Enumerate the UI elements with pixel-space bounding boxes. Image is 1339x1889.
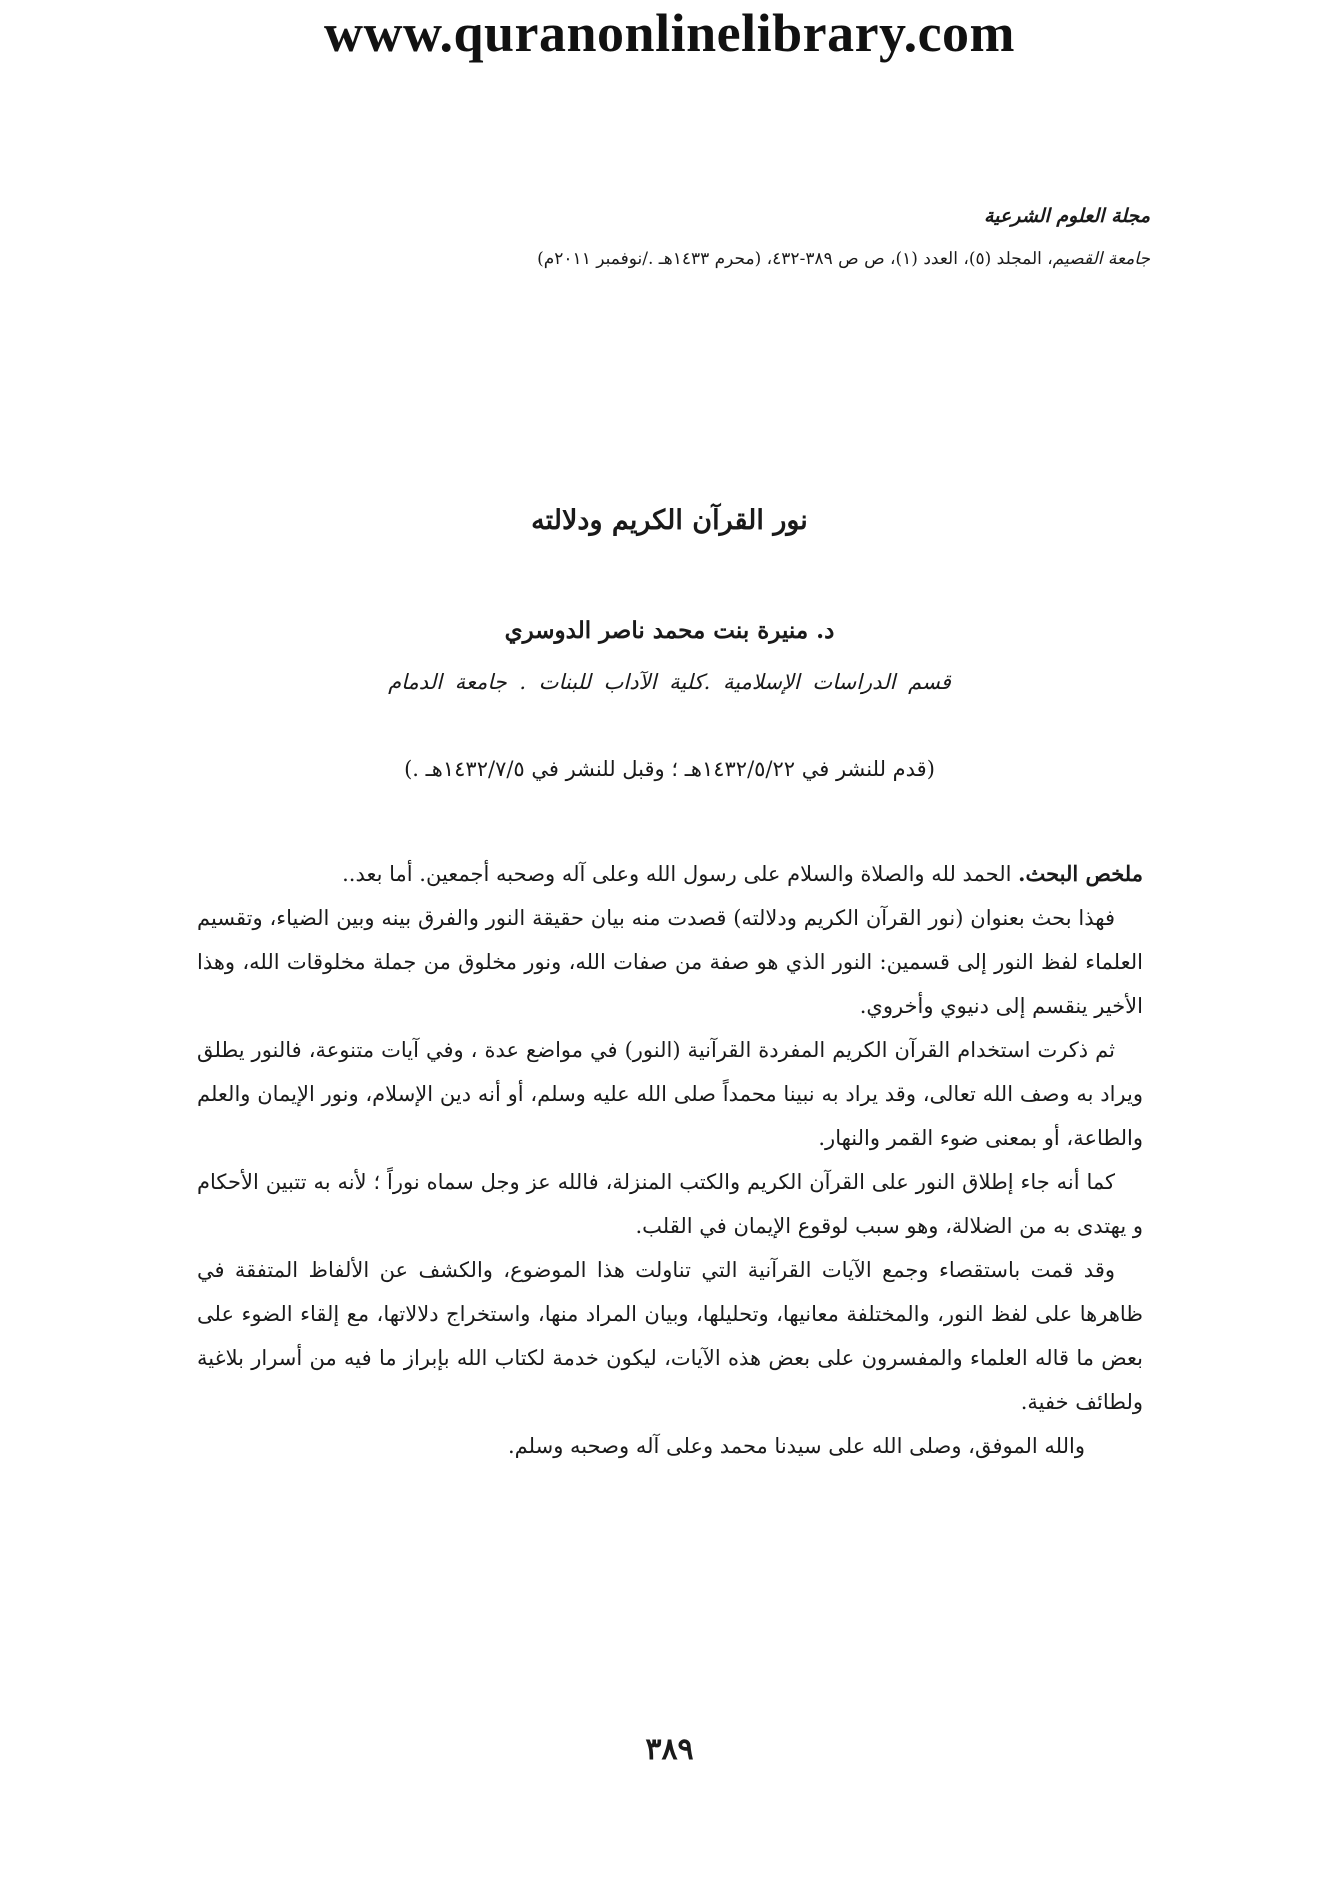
- abstract-label: ملخص البحث.: [1018, 861, 1143, 886]
- abstract-body: [197, 852, 1143, 1468]
- author-affiliation: قسم الدراسات الإسلامية .كلية الآداب للبنات . جامعة الدمام: [388, 670, 951, 694]
- university-name: جامعة القصيم: [1052, 249, 1150, 269]
- abstract-paragraph: فهذا بحث بعنوان (نور القرآن الكريم ودلالته) قصدت منه بيان حقيقة النور والفرق بينه وبين الضياء، وتقسيم العلماء لفظ النور إلى قسمين: النور الذي هو صفة من صفات الله، ونور مخلوق من جملة مخلوقات الله، وهذا الأخير ينقسم إلى دنيوي وأخروي.: [197, 906, 1143, 1018]
- page-number: ٣٨٩: [645, 1732, 694, 1767]
- abstract-paragraph: ثم ذكرت استخدام القرآن الكريم المفردة القرآنية (النور) في مواضع عدة ، وفي آيات متنوعة، فالنور يطلق ويراد به وصف الله تعالى، وقد يراد به نبينا محمداً صلى الله عليه وسلم، أو أنه دين الإسلام، ونور الإيمان والعلم والطاعة، أو بمعنى ضوء القمر والنهار.: [197, 1038, 1143, 1150]
- citation-line: [190, 249, 1150, 269]
- abstract-paragraph: وقد قمت باستقصاء وجمع الآيات القرآنية التي تناولت هذا الموضوع، والكشف عن الألفاظ المتفقة في ظاهرها على لفظ النور، والمختلفة معانيها، وتحليلها، وبيان المراد منها، واستخراج دلالاتها، مع إلقاء الضوء على بعض ما قاله العلماء والمفسرون على بعض هذه الآيات، ليكون خدمة لكتاب الله بإبراز ما فيه من أسرار بلاغية ولطائف خفية.: [197, 1258, 1143, 1414]
- watermark-url: www.quranonlinelibrary.com: [323, 3, 1016, 63]
- abstract-opening-paragraph: [197, 852, 1143, 896]
- abstract-paragraph: كما أنه جاء إطلاق النور على القرآن الكريم والكتب المنزلة، فالله عز وجل سماه نوراً ؛ لأنه به تتبين الأحكام و يهتدى به من الضلالة، وهو سبب لوقوع الإيمان في القلب.: [197, 1170, 1143, 1238]
- abstract-closing: والله الموفق، وصلى الله على سيدنا محمد وعلى آله وصحبه وسلم.: [508, 1434, 1085, 1458]
- abstract-opening: الحمد لله والصلاة والسلام على رسول الله وعلى آله وصحبه أجمعين. أما بعد..: [342, 862, 1019, 886]
- author-name: د. منيرة بنت محمد ناصر الدوسري: [504, 617, 835, 644]
- journal-name: مجلة العلوم الشرعية: [983, 205, 1150, 227]
- paper-title: نور القرآن الكريم ودلالته: [531, 505, 808, 536]
- submission-dates: (قدم للنشر في ١٤٣٢/٥/٢٢هـ ؛ وقبل للنشر في ١٤٣٢/٧/٥هـ .): [404, 757, 935, 781]
- citation-details: ، المجلد (٥)، العدد (١)، ص ص ٣٨٩-٤٣٢، (محرم ١٤٣٣هـ ./نوفمبر ٢٠١١م): [537, 249, 1053, 269]
